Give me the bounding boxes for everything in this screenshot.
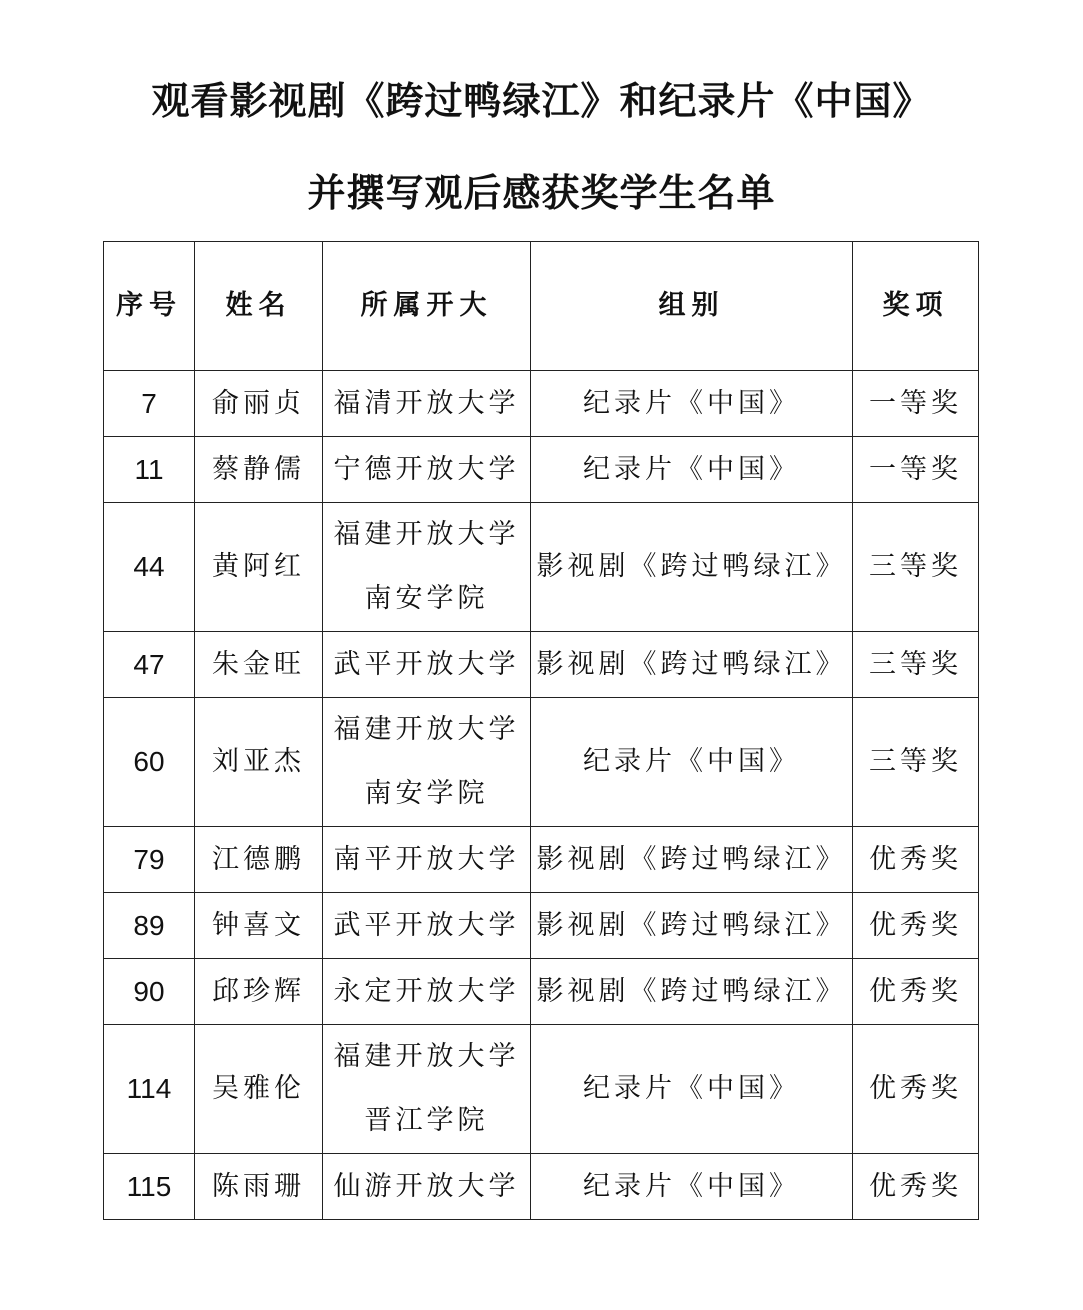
cell-affiliated-university	[323, 959, 531, 1025]
cell-affiliated-university	[323, 371, 531, 437]
cell-award: 优秀奖	[853, 827, 979, 893]
cell-name: 刘亚杰	[195, 698, 323, 827]
university-line: 永定开放大学	[333, 975, 520, 1007]
table-row	[104, 893, 979, 959]
university-line: 福建开放大学	[333, 1041, 520, 1072]
cell-name: 蔡静儒	[195, 437, 323, 503]
table-row	[104, 632, 979, 698]
cell-group: 纪录片《中国》	[531, 1154, 853, 1220]
cell-serial-number: 115	[104, 1154, 195, 1220]
table-row	[104, 959, 979, 1025]
cell-serial-number: 79	[104, 827, 195, 893]
table-row	[104, 827, 979, 893]
cell-group: 纪录片《中国》	[531, 698, 853, 827]
cell-award: 优秀奖	[853, 893, 979, 959]
university-line: 武平开放大学	[333, 909, 520, 941]
cell-name: 陈雨珊	[195, 1154, 323, 1220]
cell-name: 俞丽贞	[195, 371, 323, 437]
document-title-line-2: 并撰写观后感获奖学生名单	[307, 170, 776, 215]
cell-group: 纪录片《中国》	[531, 1025, 853, 1154]
award-roster-table	[103, 241, 979, 1220]
cell-group: 纪录片《中国》	[531, 371, 853, 437]
university-line: 南安学院	[364, 778, 489, 809]
cell-award: 一等奖	[853, 437, 979, 503]
header-serial-number: 序号	[104, 242, 195, 371]
table-row	[104, 1154, 979, 1220]
cell-affiliated-university	[323, 1154, 531, 1220]
cell-group: 影视剧《跨过鸭绿江》	[531, 827, 853, 893]
table-body	[104, 371, 979, 1220]
university-line: 福建开放大学	[333, 714, 520, 745]
cell-group: 影视剧《跨过鸭绿江》	[531, 632, 853, 698]
cell-group: 影视剧《跨过鸭绿江》	[531, 959, 853, 1025]
cell-serial-number: 89	[104, 893, 195, 959]
university-line: 仙游开放大学	[333, 1170, 520, 1202]
cell-affiliated-university	[323, 893, 531, 959]
header-affiliated-university: 所属开大	[323, 242, 531, 371]
cell-name: 钟喜文	[195, 893, 323, 959]
university-line: 福清开放大学	[333, 387, 520, 419]
cell-serial-number: 60	[104, 698, 195, 827]
cell-affiliated-university	[323, 437, 531, 503]
cell-serial-number: 11	[104, 437, 195, 503]
cell-group: 影视剧《跨过鸭绿江》	[531, 893, 853, 959]
cell-serial-number: 90	[104, 959, 195, 1025]
cell-award: 一等奖	[853, 371, 979, 437]
cell-award: 三等奖	[853, 503, 979, 632]
header-name: 姓名	[195, 242, 323, 371]
cell-award: 三等奖	[853, 632, 979, 698]
cell-name: 朱金旺	[195, 632, 323, 698]
university-line: 武平开放大学	[333, 648, 520, 680]
document-title-line-1: 观看影视剧《跨过鸭绿江》和纪录片《中国》	[151, 78, 932, 123]
table-row	[104, 437, 979, 503]
header-group: 组别	[531, 242, 853, 371]
university-line: 南平开放大学	[333, 843, 520, 875]
cell-affiliated-university	[323, 698, 531, 827]
cell-group: 纪录片《中国》	[531, 437, 853, 503]
cell-affiliated-university	[323, 632, 531, 698]
cell-affiliated-university	[323, 1025, 531, 1154]
table-row	[104, 1025, 979, 1154]
university-line: 晋江学院	[364, 1105, 489, 1136]
university-line: 南安学院	[364, 583, 489, 614]
cell-serial-number: 47	[104, 632, 195, 698]
cell-serial-number: 7	[104, 371, 195, 437]
cell-award: 优秀奖	[853, 1025, 979, 1154]
cell-serial-number: 44	[104, 503, 195, 632]
cell-name: 邱珍辉	[195, 959, 323, 1025]
university-line: 福建开放大学	[333, 519, 520, 550]
cell-name: 黄阿红	[195, 503, 323, 632]
table-row	[104, 371, 979, 437]
cell-award: 优秀奖	[853, 1154, 979, 1220]
cell-affiliated-university	[323, 503, 531, 632]
cell-affiliated-university	[323, 827, 531, 893]
cell-award: 优秀奖	[853, 959, 979, 1025]
header-award: 奖项	[853, 242, 979, 371]
table-row	[104, 503, 979, 632]
university-line: 宁德开放大学	[333, 453, 520, 485]
cell-serial-number: 114	[104, 1025, 195, 1154]
cell-name: 江德鹏	[195, 827, 323, 893]
cell-name: 吴雅伦	[195, 1025, 323, 1154]
cell-award: 三等奖	[853, 698, 979, 827]
table-header-row	[104, 242, 979, 371]
table-row	[104, 698, 979, 827]
cell-group: 影视剧《跨过鸭绿江》	[531, 503, 853, 632]
